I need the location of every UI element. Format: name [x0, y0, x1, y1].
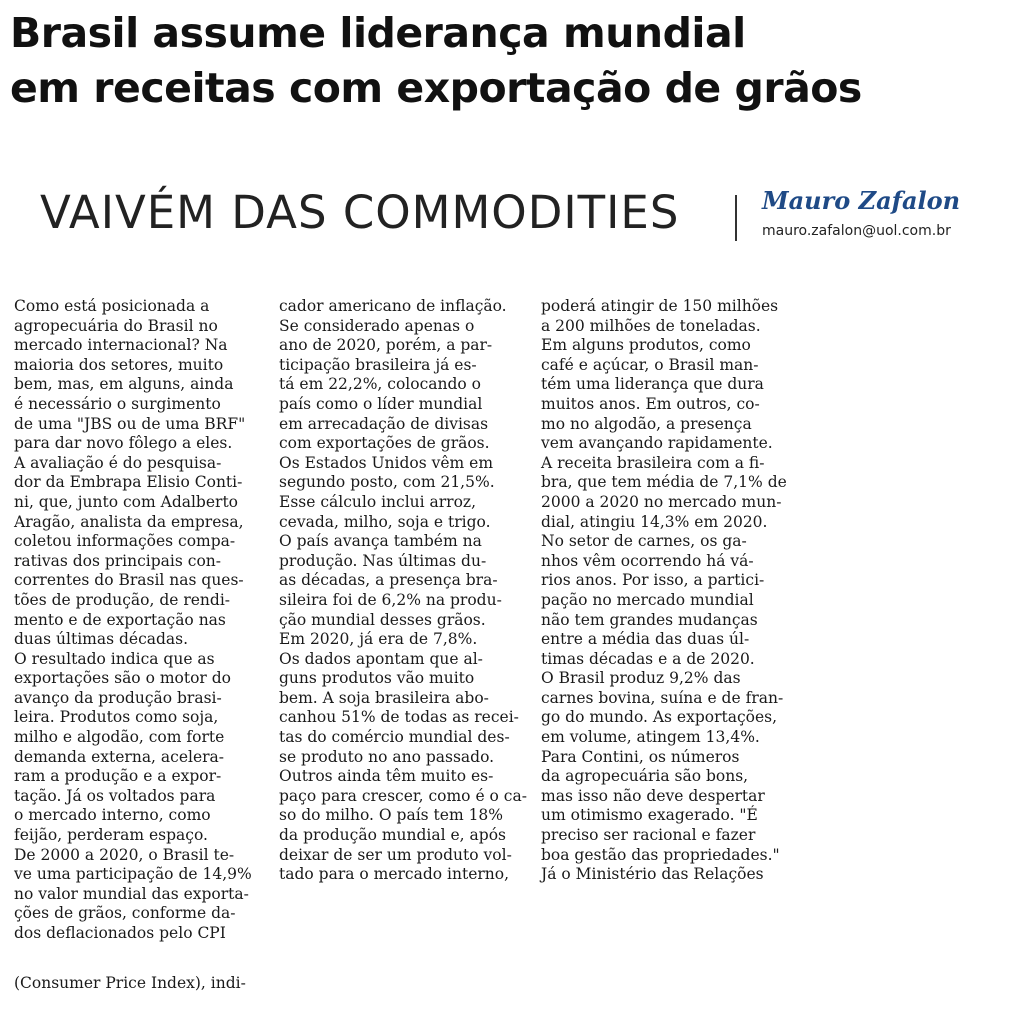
- text-line: avanço da produção brasi-: [14, 688, 222, 707]
- text-line: paço para crescer, como é o ca-: [279, 786, 527, 805]
- text-line: da produção mundial e, após: [279, 826, 506, 845]
- text-line: a 200 milhões de toneladas.: [541, 316, 761, 335]
- text-line: Em alguns produtos, como: [541, 336, 751, 355]
- article-column-3: [541, 297, 787, 885]
- column-1-footer-line: (Consumer Price Index), indi-: [14, 974, 246, 992]
- text-line: poderá atingir de 150 milhões: [541, 297, 779, 315]
- text-line: dial, atingiu 14,3% em 2020.: [541, 512, 768, 531]
- text-line: em arrecadação de divisas: [279, 414, 489, 433]
- text-line: dos deflacionados pelo CPI: [14, 924, 226, 942]
- column-title: VAIVÉM DAS COMMODITIES: [40, 186, 680, 239]
- text-line: maioria dos setores, muito: [14, 355, 224, 374]
- text-line: duas últimas décadas.: [14, 630, 189, 649]
- text-line: feijão, perderam espaço.: [14, 826, 208, 845]
- text-line: A receita brasileira com a fi-: [541, 453, 765, 472]
- text-line: carnes bovina, suína e de fran-: [541, 688, 784, 707]
- text-line: ticipação brasileira já es-: [279, 355, 477, 374]
- text-line: mo no algodão, a presença: [541, 414, 752, 433]
- text-line: boa gestão das propriedades.": [541, 845, 780, 864]
- headline: [10, 6, 1010, 116]
- text-line: de uma "JBS ou de uma BRF": [14, 414, 246, 433]
- author-name: Mauro Zafalon: [762, 186, 961, 215]
- text-line: ção mundial desses grãos.: [279, 610, 486, 629]
- text-line: em volume, atingem 13,4%.: [541, 728, 760, 747]
- text-line: bem, mas, em alguns, ainda: [14, 375, 234, 394]
- text-line: tas do comércio mundial des-: [279, 728, 510, 747]
- article-column-2: [279, 297, 527, 885]
- text-line: 2000 a 2020 no mercado mun-: [541, 492, 782, 511]
- text-line: timas décadas e a de 2020.: [541, 649, 755, 668]
- text-line: Para Contini, os números: [541, 747, 740, 766]
- text-line: deixar de ser um produto vol-: [279, 845, 512, 864]
- text-line: preciso ser racional e fazer: [541, 826, 756, 845]
- text-line: um otimismo exagerado. "É: [541, 806, 758, 825]
- text-line: mas isso não deve despertar: [541, 786, 765, 805]
- text-line: vem avançando rapidamente.: [541, 434, 773, 453]
- text-line: go do mundo. As exportações,: [541, 708, 778, 727]
- text-line: exportações são o motor do: [14, 669, 232, 688]
- text-line: Se considerado apenas o: [279, 316, 475, 335]
- text-line: tões de produção, de rendi-: [14, 590, 231, 609]
- text-line: ções de grãos, conforme da-: [14, 904, 236, 923]
- text-line: mento e de exportação nas: [14, 610, 226, 629]
- text-line: Como está posicionada a: [14, 297, 210, 315]
- text-line: sileira foi de 6,2% na produ-: [279, 590, 502, 609]
- text-line: o mercado interno, como: [14, 806, 211, 825]
- text-line: bra, que tem média de 7,1% de: [541, 473, 787, 492]
- text-line: ram a produção e a expor-: [14, 767, 222, 786]
- text-line: correntes do Brasil nas ques-: [14, 571, 244, 590]
- text-line: Os dados apontam que al-: [279, 649, 483, 668]
- text-line: tém uma liderança que dura: [541, 375, 764, 394]
- text-line: café e açúcar, o Brasil man-: [541, 355, 759, 374]
- text-line: entre a média das duas úl-: [541, 630, 750, 649]
- text-line: com exportações de grãos.: [279, 434, 490, 453]
- text-line: pação no mercado mundial: [541, 590, 754, 609]
- author-email[interactable]: mauro.zafalon@uol.com.br: [762, 223, 951, 239]
- text-line: so do milho. O país tem 18%: [279, 806, 504, 825]
- text-line: rios anos. Por isso, a partici-: [541, 571, 765, 590]
- text-line: tação. Já os voltados para: [14, 786, 216, 805]
- text-line: cador americano de inflação.: [279, 297, 507, 315]
- text-line: cevada, milho, soja e trigo.: [279, 512, 491, 531]
- text-line: canhou 51% de todas as recei-: [279, 708, 519, 727]
- text-line: Os Estados Unidos vêm em: [279, 453, 494, 472]
- text-line: da agropecuária são bons,: [541, 767, 749, 786]
- text-line: milho e algodão, com forte: [14, 728, 225, 747]
- text-line: Em 2020, já era de 7,8%.: [279, 630, 478, 649]
- text-line: guns produtos vão muito: [279, 669, 475, 688]
- text-line: Já o Ministério das Relações: [541, 865, 764, 884]
- text-line: as décadas, a presença bra-: [279, 571, 498, 590]
- text-line: Aragão, analista da empresa,: [14, 512, 244, 531]
- text-line: para dar novo fôlego a eles.: [14, 434, 233, 453]
- text-line: não tem grandes mudanças: [541, 610, 758, 629]
- text-line: ve uma participação de 14,9%: [14, 865, 252, 884]
- text-line: rativas dos principais con-: [14, 551, 221, 570]
- text-line: se produto no ano passado.: [279, 747, 495, 766]
- text-line: tá em 22,2%, colocando o: [279, 375, 482, 394]
- text-line: ano de 2020, porém, a par-: [279, 336, 493, 355]
- text-line: dor da Embrapa Elisio Conti-: [14, 473, 243, 492]
- text-line: No setor de carnes, os ga-: [541, 532, 747, 551]
- headline-line-1: Brasil assume liderança mundial: [10, 9, 746, 57]
- text-line: O Brasil produz 9,2% das: [541, 669, 741, 688]
- text-line: produção. Nas últimas du-: [279, 551, 487, 570]
- text-line: ni, que, junto com Adalberto: [14, 492, 239, 511]
- text-line: coletou informações compa-: [14, 532, 236, 551]
- text-line: é necessário o surgimento: [14, 394, 221, 413]
- text-line: segundo posto, com 21,5%.: [279, 473, 495, 492]
- text-line: De 2000 a 2020, o Brasil te-: [14, 845, 235, 864]
- text-line: país como o líder mundial: [279, 394, 483, 413]
- text-line: O país avança também na: [279, 532, 482, 551]
- text-line: Outros ainda têm muito es-: [279, 767, 494, 786]
- text-line: nhos vêm ocorrendo há vá-: [541, 551, 754, 570]
- text-line: Esse cálculo inclui arroz,: [279, 492, 477, 511]
- text-line: muitos anos. Em outros, co-: [541, 394, 760, 413]
- text-line: agropecuária do Brasil no: [14, 316, 218, 335]
- text-line: leira. Produtos como soja,: [14, 708, 219, 727]
- article-column-1: [14, 297, 252, 944]
- text-line: A avaliação é do pesquisa-: [14, 453, 222, 472]
- byline-divider: [735, 195, 737, 241]
- text-line: no valor mundial das exporta-: [14, 884, 249, 903]
- text-line: tado para o mercado interno,: [279, 865, 510, 884]
- text-line: mercado internacional? Na: [14, 336, 228, 355]
- text-line: O resultado indica que as: [14, 649, 215, 668]
- text-line: bem. A soja brasileira abo-: [279, 688, 489, 707]
- text-line: demanda externa, acelera-: [14, 747, 225, 766]
- headline-line-2: em receitas com exportação de grãos: [10, 64, 862, 112]
